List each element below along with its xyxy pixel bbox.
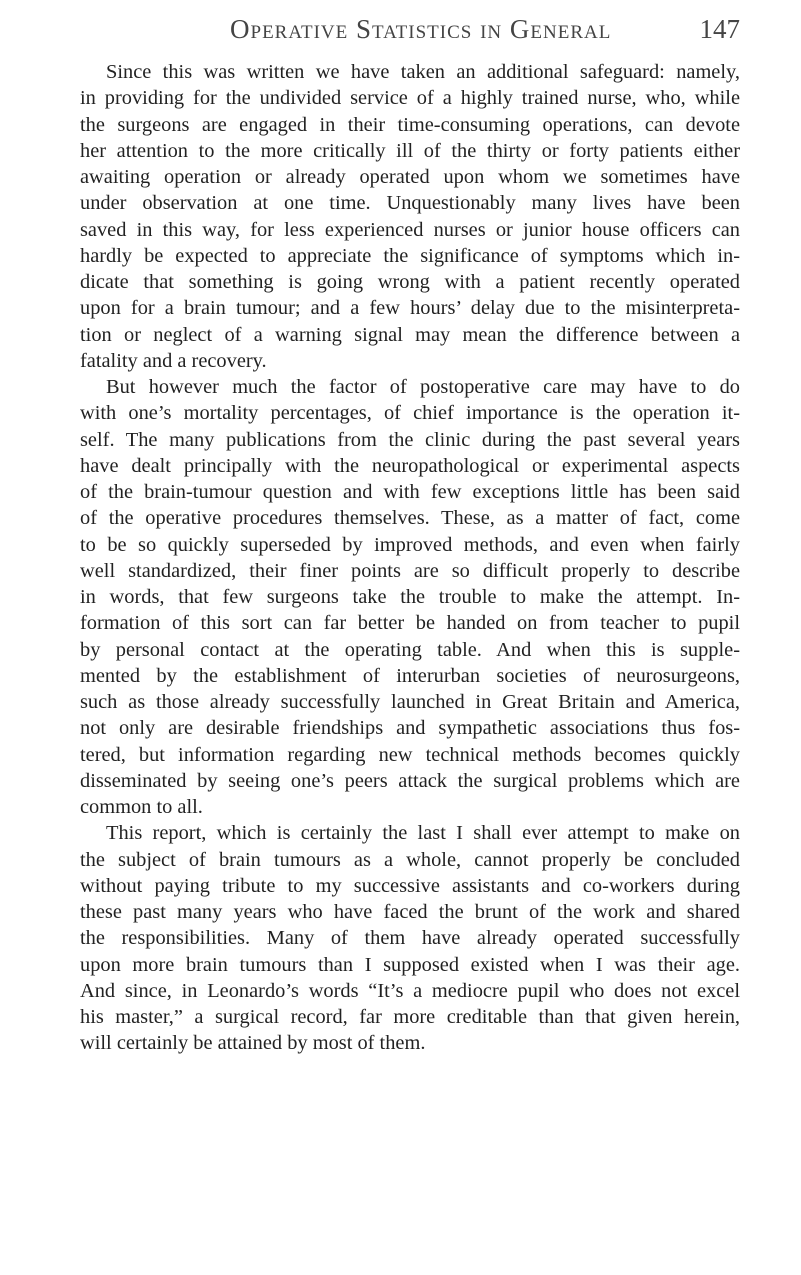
text-line: in providing for the undivided service of a highly trained nurse, who, while xyxy=(80,87,740,110)
paragraph xyxy=(80,820,740,1056)
text-line: to be so quickly superseded by improved methods, and even when fairly xyxy=(80,533,740,556)
text-line: mented by the establishment of interurban societies of neurosurgeons, xyxy=(80,664,740,687)
running-head xyxy=(230,14,740,54)
text-line: by personal contact at the operating table. And when this is supple- xyxy=(80,638,740,661)
text-line: This report, which is certainly the last I shall ever attempt to make on xyxy=(106,822,740,845)
text-line: Since this was written we have taken an additional safeguard: namely, xyxy=(106,61,740,83)
text-line: such as those already successfully launched in Great Britain and America, xyxy=(80,691,740,713)
text-line: self. The many publications from the clinic during the past several years xyxy=(80,428,740,451)
text-line: of the brain-tumour question and with few exceptions little has been said xyxy=(80,481,740,503)
text-line: disseminated by seeing one’s peers attack the surgical problems which are xyxy=(80,769,740,792)
text-line: tion or neglect of a warning signal may mean the difference between a xyxy=(80,323,740,346)
text-line: have dealt principally with the neuropathological or experimental aspects xyxy=(80,454,740,477)
text-line: will certainly be attained by most of them. xyxy=(80,1032,426,1055)
text-line: in words, that few surgeons take the trouble to make the attempt. In- xyxy=(80,586,740,608)
text-line: But however much the factor of postoperative care may have to do xyxy=(106,376,740,398)
text-line: these past many years who have faced the brunt of the work and shared xyxy=(80,901,740,923)
paragraph xyxy=(80,374,740,820)
paragraph xyxy=(80,59,740,374)
text-line: upon more brain tumours than I supposed existed when I was their age. xyxy=(80,953,740,976)
text-line: under observation at one time. Unquestionably many lives have been xyxy=(80,192,740,215)
text-line: upon for a brain tumour; and a few hours’ delay due to the misinterpreta- xyxy=(80,297,740,320)
text-line: of the operative procedures themselves. These, as a matter of fact, come xyxy=(80,507,740,530)
text-line: not only are desirable friendships and sympathetic associations thus fos- xyxy=(80,717,740,740)
text-line: the surgeons are engaged in their time-consuming operations, can devote xyxy=(80,113,740,136)
text-line: awaiting operation or already operated upon whom we sometimes have xyxy=(80,166,740,188)
text-line: common to all. xyxy=(80,796,203,818)
text-line: the responsibilities. Many of them have already operated successfully xyxy=(80,927,740,950)
page-number: 147 xyxy=(699,14,740,44)
text-line: his master,” a surgical record, far more creditable than that given herein, xyxy=(80,1006,740,1028)
text-line: hardly be expected to appreciate the significance of symptoms which in- xyxy=(80,244,740,267)
text-line: tered, but information regarding new technical methods becomes quickly xyxy=(80,743,740,766)
text-line: with one’s mortality percentages, of chief importance is the operation it- xyxy=(80,402,740,425)
running-title: Operative Statistics in General xyxy=(230,14,612,44)
text-line: well standardized, their finer points are so difficult properly to describe xyxy=(80,559,740,582)
text-line: saved in this way, for less experienced nurses or junior house officers can xyxy=(80,218,740,241)
text-line: fatality and a recovery. xyxy=(80,349,267,372)
text-line: formation of this sort can far better be handed on from teacher to pupil xyxy=(80,612,740,635)
text-line: And since, in Leonardo’s words “It’s a mediocre pupil who does not excel xyxy=(80,979,740,1002)
text-line: dicate that something is going wrong with a patient recently operated xyxy=(80,271,740,293)
text-line: the subject of brain tumours as a whole, cannot properly be concluded xyxy=(80,848,740,871)
text-line: her attention to the more critically ill of the thirty or forty patients either xyxy=(80,139,740,162)
text-line: without paying tribute to my successive assistants and co-workers during xyxy=(80,874,740,897)
body-text xyxy=(80,59,740,1057)
